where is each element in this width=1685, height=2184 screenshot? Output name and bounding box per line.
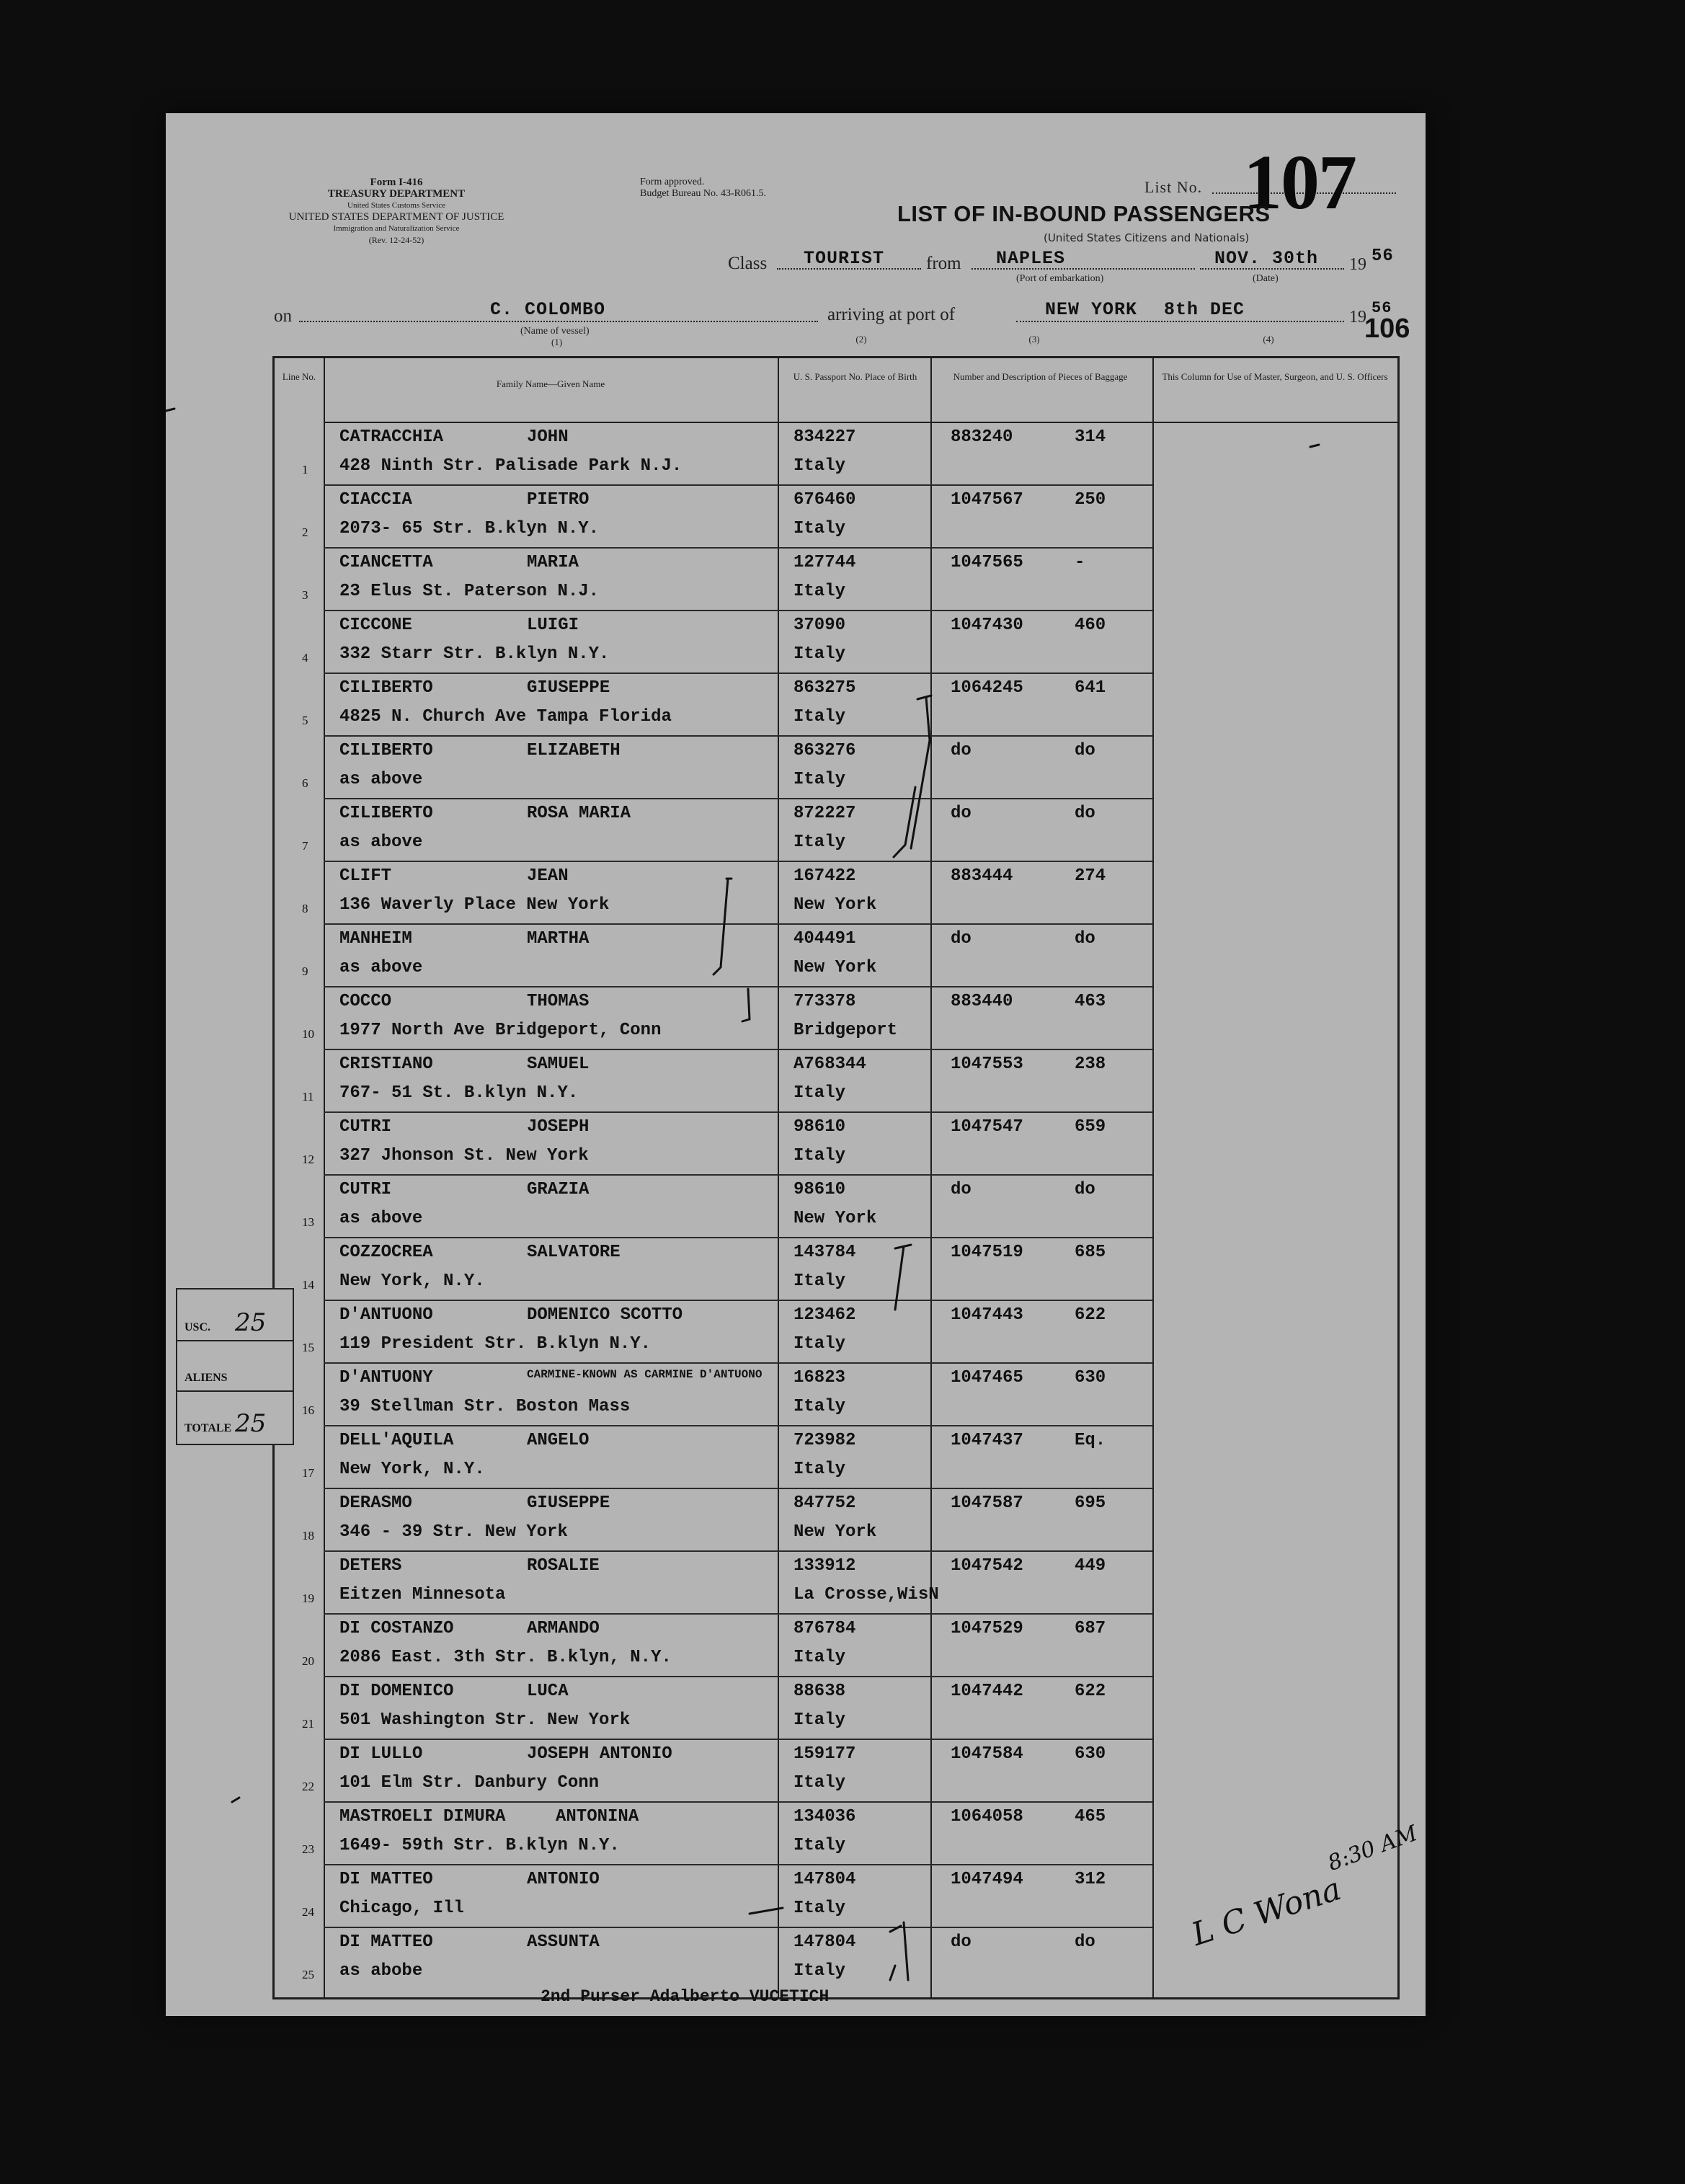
given-name: THOMAS	[527, 992, 590, 1011]
family-name: MANHEIM	[339, 929, 412, 949]
baggage-pieces: 622	[1075, 1305, 1106, 1325]
place-of-birth: Italy	[793, 1899, 846, 1918]
given-name: JOSEPH	[527, 1117, 590, 1137]
baggage-pieces: 630	[1075, 1368, 1106, 1388]
port-caption: (Port of embarkation)	[1016, 273, 1104, 284]
form-revision: (Rev. 12-24-52)	[368, 235, 424, 245]
embarkation-date: NOV. 30th	[1214, 248, 1319, 269]
family-name: DETERS	[339, 1556, 402, 1576]
baggage-pieces: do	[1075, 1932, 1095, 1952]
baggage-pieces: 238	[1075, 1055, 1106, 1074]
address: New York, N.Y.	[339, 1460, 485, 1479]
baggage-number: do	[951, 1932, 972, 1952]
vessel-col-num: (1)	[551, 337, 563, 347]
given-name: GIUSEPPE	[527, 1493, 610, 1513]
budget-bureau: Budget Bureau No. 43-R061.5.	[640, 188, 766, 199]
arriving-label: arriving at port of	[827, 305, 956, 324]
form-number: Form I-416	[370, 177, 423, 188]
baggage-pieces: 312	[1075, 1870, 1106, 1889]
passport-number: A768344	[793, 1055, 866, 1074]
place-of-birth: New York	[793, 1522, 877, 1542]
col-line-no: Line No.	[282, 371, 316, 382]
family-name: DERASMO	[339, 1493, 412, 1513]
passport-number: 37090	[793, 616, 846, 635]
line-number: 9	[302, 964, 308, 978]
place-of-birth: Italy	[793, 1836, 846, 1855]
place-of-birth: Italy	[793, 1146, 846, 1166]
customs-service: United States Customs Service	[347, 201, 445, 210]
place-of-birth: Italy	[793, 833, 846, 852]
passport-number: 834227	[793, 427, 856, 447]
class-label: Class	[728, 254, 768, 273]
passport-number: 872227	[793, 804, 856, 823]
family-name: DI MATTEO	[339, 1870, 433, 1889]
line-number: 8	[302, 902, 308, 915]
baggage-pieces: 449	[1075, 1556, 1106, 1576]
pen-marks	[166, 113, 1426, 2016]
passport-number: 143784	[793, 1243, 856, 1262]
document-subtitle: (United States Citizens and Nationals)	[1044, 231, 1250, 244]
passport-number: 98610	[793, 1117, 846, 1137]
family-name: D'ANTUONY	[339, 1368, 433, 1388]
arrival-year: 56	[1371, 299, 1392, 317]
page-number: 106	[1364, 314, 1410, 344]
family-name: COZZOCREA	[339, 1243, 433, 1262]
family-name: DI DOMENICO	[339, 1682, 454, 1701]
given-name: ROSALIE	[527, 1556, 600, 1576]
list-number: 107	[1243, 140, 1356, 226]
given-name: ASSUNTA	[527, 1932, 600, 1952]
given-name: DOMENICO SCOTTO	[527, 1305, 683, 1325]
baggage-number: 1047443	[951, 1305, 1023, 1325]
passport-number: 159177	[793, 1744, 856, 1764]
given-name: ROSA MARIA	[527, 804, 631, 823]
passport-number: 676460	[793, 490, 856, 510]
place-of-birth: Italy	[793, 456, 846, 476]
line-number: 13	[302, 1215, 314, 1229]
baggage-number: 1047519	[951, 1243, 1023, 1262]
family-name: CICCONE	[339, 616, 412, 635]
passport-number: 127744	[793, 553, 856, 572]
baggage-pieces: do	[1075, 741, 1095, 760]
baggage-number: do	[951, 929, 972, 949]
line-number: 6	[302, 776, 308, 790]
baggage-pieces: do	[1075, 804, 1095, 823]
address: as abobe	[339, 1961, 423, 1981]
given-name: ANTONIO	[527, 1870, 600, 1889]
passport-number: 88638	[793, 1682, 846, 1701]
address: 2073- 65 Str. B.klyn N.Y.	[339, 519, 600, 538]
total-count: 25	[235, 1409, 267, 1438]
line-number: 20	[302, 1654, 314, 1668]
family-name: CILIBERTO	[339, 741, 433, 760]
class-value: TOURIST	[804, 248, 885, 269]
given-name: JOHN	[527, 427, 569, 447]
baggage-pieces: 695	[1075, 1493, 1106, 1513]
place-of-birth: Italy	[793, 1648, 846, 1667]
baggage-pieces: Eq.	[1075, 1431, 1106, 1450]
place-of-birth: Bridgeport	[793, 1021, 898, 1040]
line-number: 18	[302, 1529, 314, 1542]
line-number: 10	[302, 1027, 314, 1041]
date-caption: (Date)	[1253, 273, 1279, 284]
given-name: MARTHA	[527, 929, 590, 949]
usc-label: USC.	[184, 1321, 211, 1333]
address: 1649- 59th Str. B.klyn N.Y.	[339, 1836, 620, 1855]
line-number: 3	[302, 588, 308, 602]
purser-signature: 2nd Purser Adalberto VUCETICH	[541, 1987, 830, 2006]
family-name: CILIBERTO	[339, 678, 433, 698]
usc-count: 25	[235, 1308, 267, 1337]
baggage-number: 1047529	[951, 1619, 1023, 1638]
justice-dept: UNITED STATES DEPARTMENT OF JUSTICE	[288, 211, 504, 223]
line-number: 24	[302, 1905, 314, 1919]
line-number: 22	[302, 1780, 314, 1793]
baggage-number: 883444	[951, 866, 1013, 886]
baggage-number: 1064058	[951, 1807, 1023, 1826]
col-passport: U. S. Passport No. Place of Birth	[793, 371, 917, 382]
family-name: CUTRI	[339, 1117, 392, 1137]
address: as above	[339, 1209, 423, 1228]
family-name: MASTROELI DIMURA	[339, 1807, 506, 1826]
line-number: 16	[302, 1403, 314, 1417]
baggage-number: 1047584	[951, 1744, 1023, 1764]
officer-signature: L C Wona	[1187, 1870, 1346, 1953]
place-of-birth: Italy	[793, 1460, 846, 1479]
year-prefix-2: 19	[1349, 308, 1366, 327]
given-name: SALVATORE	[527, 1243, 621, 1262]
line-number: 17	[302, 1466, 314, 1480]
line-number: 7	[302, 839, 308, 853]
family-name: DELL'AQUILA	[339, 1431, 454, 1450]
baggage-pieces: 659	[1075, 1117, 1106, 1137]
baggage-pieces: 622	[1075, 1682, 1106, 1701]
baggage-pieces: 630	[1075, 1744, 1106, 1764]
family-name: CUTRI	[339, 1180, 392, 1199]
baggage-number: 1047465	[951, 1368, 1023, 1388]
form-approved: Form approved.	[640, 177, 705, 187]
baggage-number: 1064245	[951, 678, 1023, 698]
passport-number: 133912	[793, 1556, 856, 1576]
family-name: CILIBERTO	[339, 804, 433, 823]
place-of-birth: Italy	[793, 582, 846, 601]
address: 332 Starr Str. B.klyn N.Y.	[339, 644, 610, 664]
baggage-pieces: do	[1075, 1180, 1095, 1199]
address: 1977 North Ave Bridgeport, Conn	[339, 1021, 662, 1040]
year-prefix-1: 19	[1349, 255, 1366, 274]
line-number: 2	[302, 525, 308, 539]
passport-number: 123462	[793, 1305, 856, 1325]
vessel-caption: (Name of vessel)	[520, 326, 590, 337]
place-of-birth: Italy	[793, 519, 846, 538]
place-of-birth: Italy	[793, 1083, 846, 1103]
given-name: GRAZIA	[527, 1180, 590, 1199]
baggage-pieces: 641	[1075, 678, 1106, 698]
line-number: 19	[302, 1592, 314, 1605]
baggage-number: do	[951, 741, 972, 760]
line-number: 15	[302, 1341, 314, 1354]
family-name: DI MATTEO	[339, 1932, 433, 1952]
from-label: from	[926, 254, 961, 273]
vessel-name: C. COLOMBO	[490, 299, 606, 320]
address: Eitzen Minnesota	[339, 1585, 506, 1604]
address: as above	[339, 958, 423, 977]
baggage-number: do	[951, 1180, 972, 1199]
passport-number: 147804	[793, 1870, 856, 1889]
address: 428 Ninth Str. Palisade Park N.J.	[339, 456, 683, 476]
family-name: DI COSTANZO	[339, 1619, 454, 1638]
place-of-birth: Italy	[793, 1271, 846, 1291]
col2-caption: (2)	[855, 334, 867, 345]
given-name: LUIGI	[527, 616, 579, 635]
aliens-label: ALIENS	[184, 1372, 228, 1384]
address: 4825 N. Church Ave Tampa Florida	[339, 707, 672, 727]
total-label: TOTALE	[184, 1422, 232, 1434]
col-name: Family Name—Given Name	[496, 378, 605, 389]
baggage-number: do	[951, 804, 972, 823]
baggage-number: 1047565	[951, 553, 1023, 572]
address: 119 President Str. B.klyn N.Y.	[339, 1334, 652, 1354]
given-name: ARMANDO	[527, 1619, 600, 1638]
manifest-sheet	[166, 113, 1426, 2016]
ins-service: Immigration and Naturalization Service	[333, 224, 460, 233]
time-note: 8:30 AM	[1324, 1820, 1421, 1877]
given-name: JEAN	[527, 866, 569, 886]
line-number: 1	[302, 463, 308, 476]
address: as above	[339, 833, 423, 852]
given-name: LUCA	[527, 1682, 569, 1701]
address: 327 Jhonson St. New York	[339, 1146, 589, 1166]
address: as above	[339, 770, 423, 789]
passport-number: 134036	[793, 1807, 856, 1826]
embarkation-year: 56	[1371, 247, 1394, 266]
family-name: CLIFT	[339, 866, 392, 886]
passport-number: 723982	[793, 1431, 856, 1450]
address: 2086 East. 3th Str. B.klyn, N.Y.	[339, 1648, 672, 1667]
given-name: JOSEPH ANTONIO	[527, 1744, 672, 1764]
given-name: GIUSEPPE	[527, 678, 610, 698]
passport-number: 863276	[793, 741, 856, 760]
given-name: MARIA	[527, 553, 579, 572]
baggage-pieces: 314	[1075, 427, 1106, 447]
list-no-label: List No.	[1144, 178, 1203, 196]
arrival-date: 8th DEC	[1164, 299, 1245, 320]
line-number: 21	[302, 1717, 314, 1731]
family-name: COCCO	[339, 992, 392, 1011]
place-of-birth: Italy	[793, 644, 846, 664]
line-number: 23	[302, 1842, 314, 1856]
baggage-number: 883440	[951, 992, 1013, 1011]
family-name: D'ANTUONO	[339, 1305, 433, 1325]
passport-number: 863275	[793, 678, 856, 698]
passport-number: 876784	[793, 1619, 856, 1638]
passport-number: 167422	[793, 866, 856, 886]
passport-number: 98610	[793, 1180, 846, 1199]
document-title: LIST OF IN-BOUND PASSENGERS	[897, 201, 1271, 226]
family-name: CIANCETTA	[339, 553, 433, 572]
passport-number: 147804	[793, 1932, 856, 1952]
given-name: ELIZABETH	[527, 741, 621, 760]
given-name: ANTONINA	[556, 1807, 639, 1826]
address: 501 Washington Str. New York	[339, 1710, 631, 1730]
passport-number: 404491	[793, 929, 856, 949]
baggage-number: 883240	[951, 427, 1013, 447]
baggage-pieces: 460	[1075, 616, 1106, 635]
passport-number: 847752	[793, 1493, 856, 1513]
baggage-number: 1047430	[951, 616, 1023, 635]
col3-caption: (3)	[1028, 334, 1040, 345]
address: 39 Stellman Str. Boston Mass	[339, 1397, 631, 1416]
given-name: ANGELO	[527, 1431, 590, 1450]
address: 23 Elus St. Paterson N.J.	[339, 582, 600, 601]
baggage-pieces: 465	[1075, 1807, 1106, 1826]
given-name: PIETRO	[527, 490, 590, 510]
baggage-pieces: 250	[1075, 490, 1106, 510]
col-officers: This Column for Use of Master, Surgeon, and U. S. Officers	[1162, 371, 1388, 382]
baggage-pieces: 463	[1075, 992, 1106, 1011]
baggage-number: 1047553	[951, 1055, 1023, 1074]
place-of-birth: New York	[793, 958, 877, 977]
address: New York, N.Y.	[339, 1271, 485, 1291]
place-of-birth: New York	[793, 1209, 877, 1228]
place-of-birth: Italy	[793, 1961, 846, 1981]
embarkation-port: NAPLES	[996, 248, 1066, 269]
col-baggage: Number and Description of Pieces of Baggage	[953, 371, 1128, 382]
place-of-birth: New York	[793, 895, 877, 915]
family-name: CATRACCHIA	[339, 427, 444, 447]
on-label: on	[274, 306, 292, 326]
place-of-birth: Italy	[793, 707, 846, 727]
place-of-birth: Italy	[793, 770, 846, 789]
baggage-number: 1047437	[951, 1431, 1023, 1450]
given-name: SAMUEL	[527, 1055, 590, 1074]
line-number: 11	[302, 1090, 314, 1104]
family-name: DI LULLO	[339, 1744, 423, 1764]
passport-number: 16823	[793, 1368, 846, 1388]
address: 346 - 39 Str. New York	[339, 1522, 568, 1542]
place-of-birth: Italy	[793, 1773, 846, 1793]
address: Chicago, Ill	[339, 1899, 464, 1918]
baggage-number: 1047442	[951, 1682, 1023, 1701]
line-number: 12	[302, 1153, 314, 1166]
line-number: 5	[302, 714, 308, 727]
given-name: CARMINE-KNOWN AS CARMINE D'ANTUONO	[527, 1368, 763, 1381]
place-of-birth: Italy	[793, 1334, 846, 1354]
baggage-number: 1047542	[951, 1556, 1023, 1576]
line-number: 4	[302, 651, 308, 665]
address: 136 Waverly Place New York	[339, 895, 610, 915]
baggage-pieces: 685	[1075, 1243, 1106, 1262]
family-name: CRISTIANO	[339, 1055, 433, 1074]
passport-number: 773378	[793, 992, 856, 1011]
col4-caption: (4)	[1263, 334, 1274, 345]
baggage-number: 1047547	[951, 1117, 1023, 1137]
baggage-number: 1047494	[951, 1870, 1023, 1889]
place-of-birth: La Crosse,WisN	[793, 1585, 939, 1604]
place-of-birth: Italy	[793, 1397, 846, 1416]
baggage-number: 1047567	[951, 490, 1023, 510]
baggage-pieces: do	[1075, 929, 1095, 949]
baggage-pieces: 687	[1075, 1619, 1106, 1638]
baggage-pieces: 274	[1075, 866, 1106, 886]
arrival-port: NEW YORK	[1045, 299, 1138, 320]
place-of-birth: Italy	[793, 1710, 846, 1730]
address: 767- 51 St. B.klyn N.Y.	[339, 1083, 579, 1103]
line-number: 25	[302, 1968, 314, 1981]
baggage-number: 1047587	[951, 1493, 1023, 1513]
line-number: 14	[302, 1278, 314, 1292]
address: 101 Elm Str. Danbury Conn	[339, 1773, 600, 1793]
treasury-dept: TREASURY DEPARTMENT	[327, 188, 466, 200]
family-name: CIACCIA	[339, 490, 412, 510]
baggage-pieces: -	[1075, 553, 1085, 572]
